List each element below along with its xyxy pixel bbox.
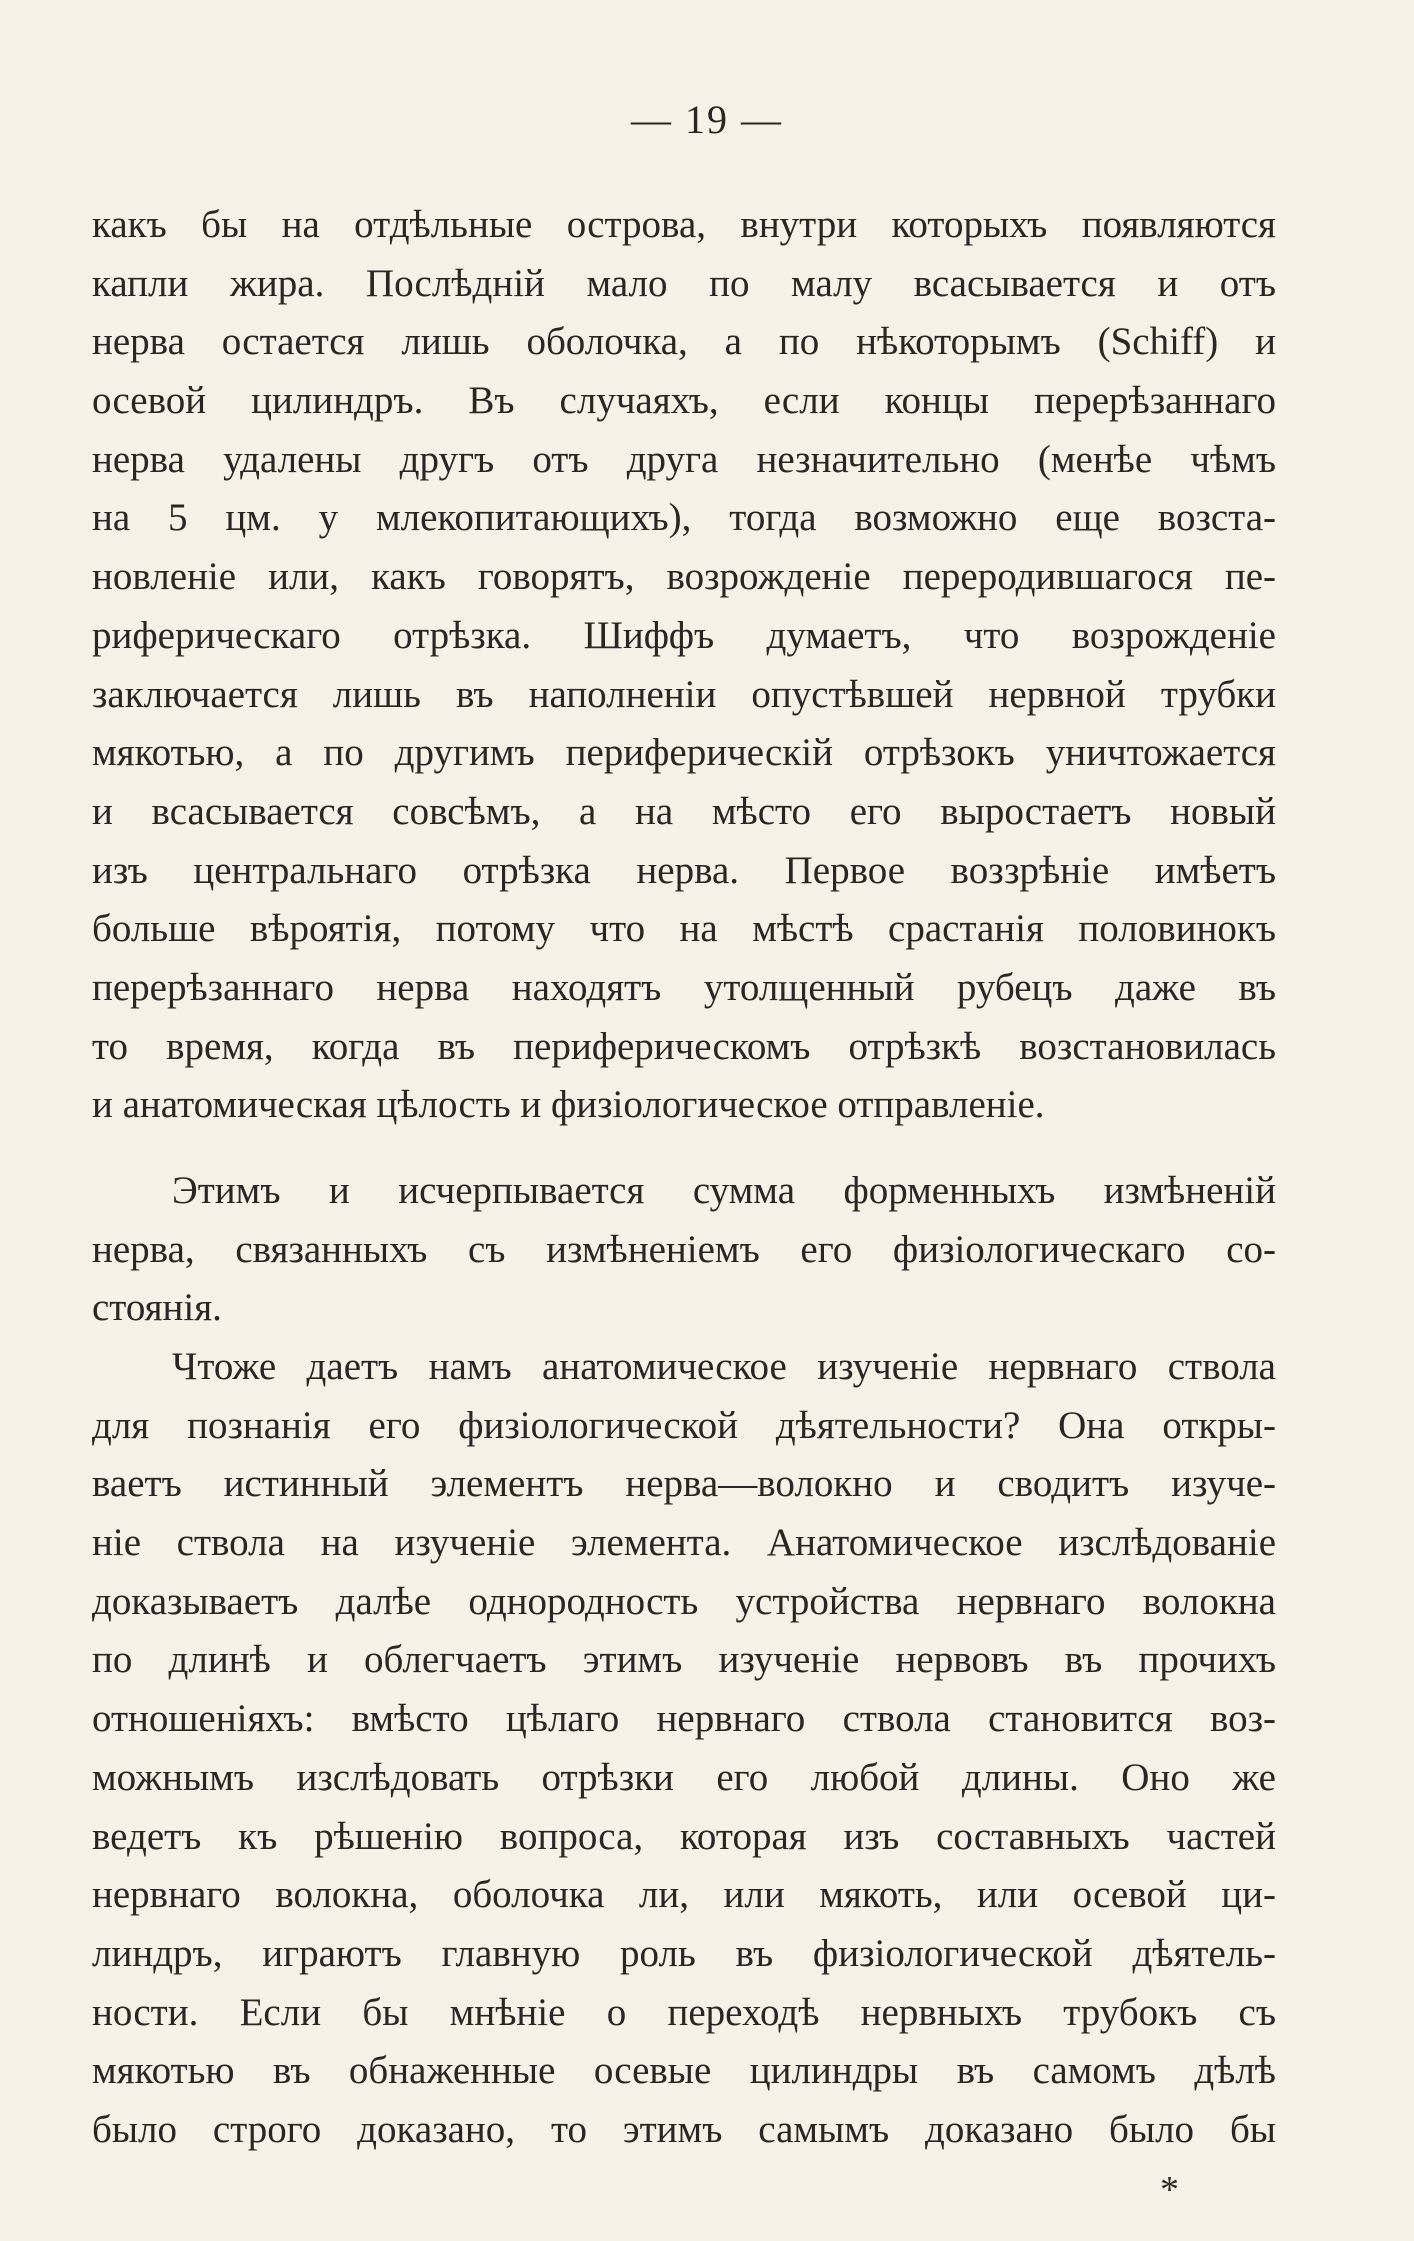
- text-line: и всасывается совсѣмъ, а на мѣсто его выростаетъ новый: [92, 789, 1276, 833]
- paragraph-3: [92, 1338, 1276, 2160]
- text-line: по длинѣ и облегчаетъ этимъ изученіе нервовъ въ прочихъ: [92, 1638, 1276, 1682]
- text-line: перерѣзаннаго нерва находятъ утолщенный рубецъ даже въ: [92, 965, 1276, 1009]
- text-line: ведетъ къ рѣшенію вопроса, которая изъ составныхъ частей: [92, 1814, 1276, 1858]
- text-line: заключается лишь въ наполненіи опустѣвшей нервной трубки: [92, 672, 1276, 716]
- text-line: стоянія.: [92, 1286, 222, 1330]
- text-line: то время, когда въ периферическомъ отрѣзкѣ возстановилась: [92, 1024, 1276, 1068]
- text-line: изъ центральнаго отрѣзка нерва. Первое воззрѣніе имѣетъ: [92, 848, 1276, 892]
- text-line: ваетъ истинный элементъ нерва—волокно и сводитъ изуче-: [92, 1462, 1276, 1506]
- text-line: на 5 цм. у млекопитающихъ), тогда возможно еще возста-: [92, 496, 1276, 540]
- text-line: нервнаго волокна, оболочка ли, или мякоть, или осевой ци-: [92, 1873, 1276, 1917]
- signature-mark: *: [1160, 2169, 1179, 2211]
- text-line: доказываетъ далѣе однородность устройства нервнаго волокна: [92, 1579, 1276, 1623]
- text-line: было строго доказано, то этимъ самымъ доказано было бы: [92, 2107, 1276, 2151]
- text-line: мякотью въ обнаженные осевые цилиндры въ самомъ дѣлѣ: [92, 2049, 1276, 2093]
- paragraph-2: [92, 1162, 1276, 1338]
- text-line: ности. Если бы мнѣніе о переходѣ нервныхъ трубокъ съ: [92, 1990, 1276, 2034]
- text-line: можнымъ изслѣдовать отрѣзки его любой длины. Оно же: [92, 1755, 1276, 1799]
- text-line: линдръ, играютъ главную роль въ физіологической дѣятель-: [92, 1931, 1276, 1975]
- text-line: новленіе или, какъ говорятъ, возрожденіе переродившагося пе-: [92, 555, 1276, 599]
- text-line: отношеніяхъ: вмѣсто цѣлаго нервнаго ствола становится воз-: [92, 1697, 1276, 1741]
- text-line: нерва остается лишь оболочка, а по нѣкоторымъ (Schiff) и: [92, 320, 1276, 364]
- text-line: больше вѣроятія, потому что на мѣстѣ срастанія половинокъ: [92, 907, 1276, 951]
- text-line: нерва удалены другъ отъ друга незначительно (менѣе чѣмъ: [92, 437, 1276, 481]
- text-line: ніе ствола на изученіе элемента. Анатомическое изслѣдованіе: [92, 1521, 1276, 1565]
- text-line: какъ бы на отдѣльные острова, внутри которыхъ появляются: [92, 203, 1276, 246]
- text-line: Чтоже даетъ намъ анатомическое изученіе нервнаго ствола: [172, 1345, 1276, 1388]
- text-line: нерва, связанныхъ съ измѣненіемъ его физіологическаго со-: [92, 1227, 1276, 1271]
- text-line: капли жира. Послѣдній мало по малу всасывается и отъ: [92, 261, 1276, 305]
- text-line: и анатомическая цѣлость и физіологическое отправленіе.: [92, 1083, 1045, 1127]
- page-number: — 19 —: [631, 97, 783, 142]
- text-line: осевой цилиндръ. Въ случаяхъ, если концы перерѣзаннаго: [92, 379, 1276, 423]
- text-line: Этимъ и исчерпывается сумма форменныхъ измѣненій: [172, 1169, 1276, 1212]
- text-line: для познанія его физіологической дѣятельности? Она откры-: [92, 1403, 1276, 1447]
- paragraph-1: [92, 196, 1276, 1135]
- text-line: мякотью, а по другимъ периферическій отрѣзокъ уничтожается: [92, 731, 1276, 775]
- text-line: риферическаго отрѣзка. Шиффъ думаетъ, что возрожденіе: [92, 613, 1276, 657]
